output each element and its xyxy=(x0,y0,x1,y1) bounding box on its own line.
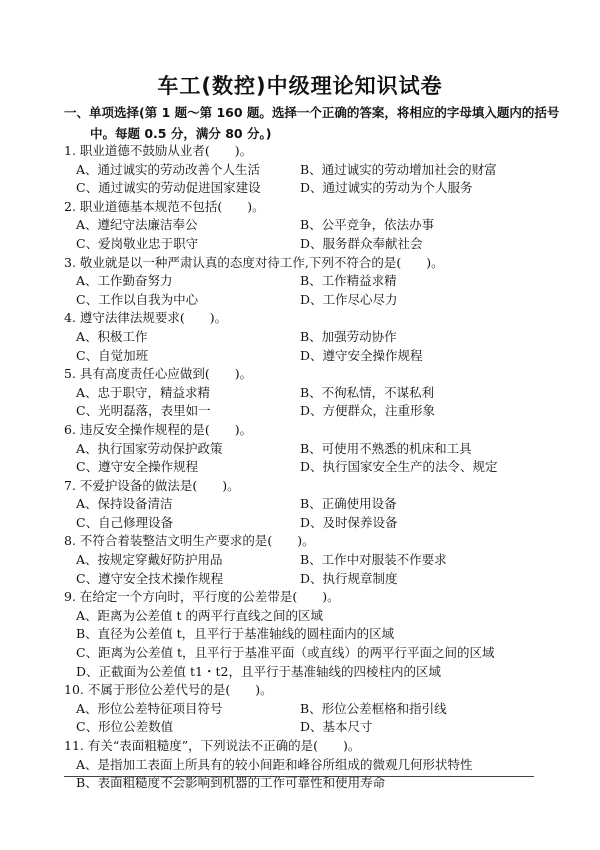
question-stem: 5. 具有高度责任心应做到( )。 xyxy=(64,366,253,382)
answer-option: C、自己修理设备 xyxy=(76,514,174,530)
option-row xyxy=(64,179,574,198)
answer-option: B、工作精益求精 xyxy=(300,273,397,289)
answer-option: A、积极工作 xyxy=(76,328,148,344)
question-item xyxy=(64,477,574,533)
answer-option: A、距离为公差值 t 的两平行直线之间的区域 xyxy=(76,607,323,623)
option-row xyxy=(64,328,574,347)
question-item xyxy=(64,737,574,793)
option-row xyxy=(64,291,574,310)
answer-option: A、执行国家劳动保护政策 xyxy=(76,440,223,456)
question-stem: 6. 违反安全操作规程的是( )。 xyxy=(64,421,253,437)
question-item xyxy=(64,142,574,198)
option-row xyxy=(64,514,574,533)
option-row xyxy=(64,161,574,180)
answer-option: B、工作中对服装不作要求 xyxy=(300,552,447,568)
answer-option: D、通过诚实的劳动为个人服务 xyxy=(300,180,473,196)
answer-option: D、执行国家安全生产的法令、规定 xyxy=(300,459,498,475)
instruction-line-2: 中。每题 0.5 分，满分 80 分。) xyxy=(90,126,272,141)
question-item xyxy=(64,681,574,737)
answer-option: A、是指加工表面上所具有的较小间距和峰谷所组成的微观几何形状特性 xyxy=(76,756,473,772)
answer-option: B、直径为公差值 t，且平行于基准轴线的圆柱面内的区域 xyxy=(76,626,395,642)
answer-option: A、工作勤奋努力 xyxy=(76,273,173,289)
option-row xyxy=(64,700,574,719)
question-stem: 4. 遵守法律法规要求( )。 xyxy=(64,310,228,326)
instruction-line-1: 一、单项选择(第 1 题～第 160 题。选择一个正确的答案，将相应的字母填入题内的括号 xyxy=(64,105,560,120)
answer-option: D、执行规章制度 xyxy=(300,570,398,586)
question-item xyxy=(64,198,574,254)
answer-option: C、爱岗敬业忠于职守 xyxy=(76,235,199,251)
answer-option: A、忠于职守，精益求精 xyxy=(76,384,211,400)
answer-option: B、公平竞争，依法办事 xyxy=(300,217,435,233)
answer-option: A、按规定穿戴好防护用品 xyxy=(76,552,223,568)
question-item xyxy=(64,365,574,421)
answer-option: C、距离为公差值 t，且平行于基准平面（或直线）的两平行平面之间的区域 xyxy=(76,645,495,661)
option-row xyxy=(64,570,574,589)
answer-option: C、自觉加班 xyxy=(76,347,149,363)
section-instruction xyxy=(64,102,564,144)
option-row xyxy=(64,216,574,235)
answer-option: A、通过诚实的劳动改善个人生活 xyxy=(76,161,261,177)
answer-option: C、通过诚实的劳动促进国家建设 xyxy=(76,180,261,196)
option-row xyxy=(64,235,574,254)
answer-option: D、工作尽心尽力 xyxy=(300,291,398,307)
question-item xyxy=(64,532,574,588)
bottom-divider xyxy=(64,776,534,777)
option-row xyxy=(64,402,574,421)
answer-option: A、遵纪守法廉洁奉公 xyxy=(76,217,198,233)
question-stem: 2. 职业道德基本规范不包括( )。 xyxy=(64,198,265,214)
answer-option: B、不徇私情，不谋私利 xyxy=(300,384,435,400)
answer-option: D、方便群众，注重形象 xyxy=(300,403,436,419)
answer-option: B、形位公差框格和指引线 xyxy=(300,700,447,716)
answer-option: B、通过诚实的劳动增加社会的财富 xyxy=(300,161,497,177)
answer-option: B、表面粗糙度不会影响到机器的工作可靠性和使用寿命 xyxy=(76,775,386,791)
option-row xyxy=(64,551,574,570)
answer-option: B、可使用不熟悉的机床和工具 xyxy=(300,440,472,456)
answer-option: C、遵守安全技术操作规程 xyxy=(76,570,224,586)
answer-option: A、形位公差特征项目符号 xyxy=(76,700,223,716)
answer-option: D、服务群众奉献社会 xyxy=(300,235,423,251)
question-stem: 1. 职业道德不鼓励从业者( )。 xyxy=(64,143,253,158)
answer-option: D、基本尺寸 xyxy=(300,719,373,735)
answer-option: D、遵守安全操作规程 xyxy=(300,347,423,363)
page-title: 车工(数控)中级理论知识试卷 xyxy=(157,74,443,98)
question-stem: 9. 在给定一个方向时，平行度的公差带是( )。 xyxy=(64,589,340,605)
answer-option: C、遵守安全操作规程 xyxy=(76,459,199,475)
question-item xyxy=(64,421,574,477)
question-item xyxy=(64,309,574,365)
question-stem: 10. 不属于形位公差代号的是( )。 xyxy=(64,682,273,698)
option-row xyxy=(64,384,574,403)
answer-option: D、及时保养设备 xyxy=(300,514,398,530)
option-row xyxy=(64,495,574,514)
answer-option: B、正确使用设备 xyxy=(300,496,397,512)
option-row xyxy=(64,272,574,291)
question-item xyxy=(64,254,574,310)
answer-option: B、加强劳动协作 xyxy=(300,328,397,344)
question-stem: 7. 不爱护设备的做法是( )。 xyxy=(64,477,240,493)
answer-option: C、形位公差数值 xyxy=(76,719,174,735)
option-row xyxy=(64,440,574,459)
answer-option: A、保持设备清洁 xyxy=(76,496,173,512)
option-row xyxy=(64,347,574,366)
answer-option: C、光明磊落，表里如一 xyxy=(76,403,211,419)
question-item xyxy=(64,588,574,681)
question-list xyxy=(64,142,574,793)
answer-option: C、工作以自我为中心 xyxy=(76,291,199,307)
question-stem: 11. 有关“表面粗糙度”，下列说法不正确的是( )。 xyxy=(64,738,361,753)
question-stem: 8. 不符合着装整洁文明生产要求的是( )。 xyxy=(64,533,315,549)
option-row xyxy=(64,458,574,477)
question-stem: 3. 敬业就是以一种严肃认真的态度对待工作,下列不符合的是( )。 xyxy=(64,254,444,270)
answer-option: D、正截面为公差值 t1・t2，且平行于基准轴线的四棱柱内的区域 xyxy=(76,663,441,679)
option-row xyxy=(64,718,574,737)
